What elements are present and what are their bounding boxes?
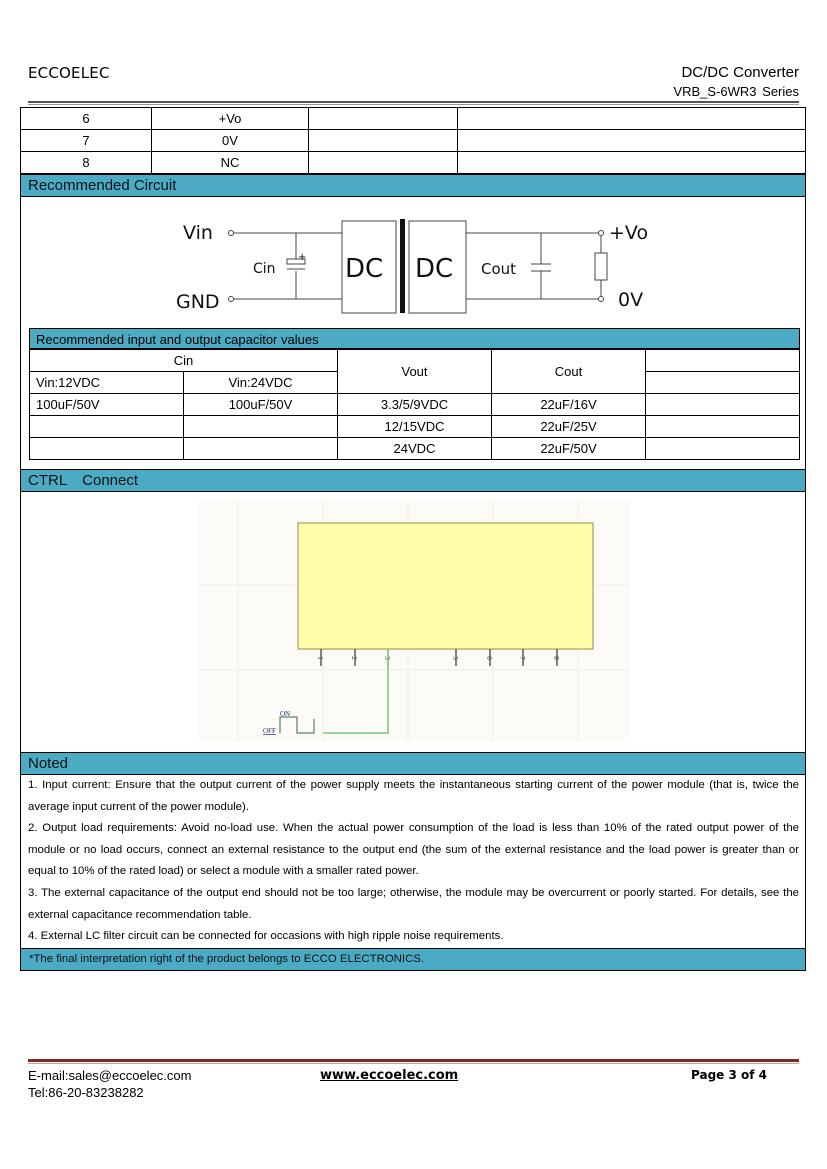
cin-label: Cin — [253, 261, 276, 277]
recommended-circuit-diagram — [170, 205, 660, 323]
vin12-value — [30, 438, 184, 460]
pin-table — [20, 107, 806, 174]
product-series: VRB_S-6WR3 Series — [673, 84, 799, 99]
table-row — [30, 438, 800, 460]
pin-cell — [309, 152, 458, 174]
cout-value: 22uF/50V — [492, 438, 646, 460]
module-pin-label: 2 — [350, 656, 358, 660]
vin24-value: 100uF/50V — [184, 394, 338, 416]
footer-website-link[interactable]: www.eccoelec.com — [320, 1068, 459, 1083]
empty-cell — [646, 394, 800, 416]
capacitor-table-section — [29, 328, 800, 460]
module-pin-label: 7 — [518, 656, 526, 660]
section-noted: Noted — [20, 752, 806, 775]
table-header-row — [30, 350, 800, 372]
cout-value: 22uF/25V — [492, 416, 646, 438]
pin-number: 8 — [21, 152, 152, 174]
note-item: 2. Output load requirements: Avoid no-load use. When the actual power consumption of the load is less than 10% of the rated output power of the module or no load occurs, connect an external resistance to the output end (the sum of the external resistance and the load power is greater than or equal to 10% of the rated load) or select a module with a smaller rated power. — [28, 822, 799, 878]
pin-cell — [309, 108, 458, 130]
section-ctrl-connect: CTRL Connect — [20, 469, 806, 492]
vin24-header: Vin:24VDC — [184, 372, 338, 394]
table-row — [30, 394, 800, 416]
pin-number: 7 — [21, 130, 152, 152]
cin-header: Cin — [30, 350, 338, 372]
vin-label: Vin — [183, 222, 213, 244]
pin-number: 6 — [21, 108, 152, 130]
disclaimer-bar: *The final interpretation right of the product belongs to ECCO ELECTRONICS. — [20, 948, 806, 971]
brand-name: ECCOELEC — [28, 64, 110, 82]
vout-value: 3.3/5/9VDC — [338, 394, 492, 416]
section-recommended-circuit: Recommended Circuit — [20, 174, 806, 197]
gnd-terminal — [229, 297, 234, 302]
note-item: 3. The external capacitance of the output end should not be too large; otherwise, the module may be overcurrent or poorly started. For details, see the external capacitance recommendation table. — [28, 886, 799, 921]
vin12-value: 100uF/50V — [30, 394, 184, 416]
off-label: OFF — [263, 727, 276, 735]
module-pin-label: 3 — [383, 656, 391, 660]
vin24-value — [184, 416, 338, 438]
header-divider — [28, 101, 799, 103]
vin24-value — [184, 438, 338, 460]
module-body — [298, 523, 593, 649]
capacitor-table-title: Recommended input and output capacitor values — [29, 328, 800, 349]
vo-label: +Vo — [609, 222, 649, 244]
footer-phone: Tel:86-20-83238282 — [28, 1085, 144, 1100]
empty-cell — [646, 416, 800, 438]
vout-header: Vout — [338, 350, 492, 394]
module-pin-label: 6 — [485, 656, 493, 660]
cout-label: Cout — [481, 260, 517, 278]
cout-header: Cout — [492, 350, 646, 394]
empty-cell — [646, 372, 800, 394]
table-row — [21, 130, 806, 152]
polarity-mark: + — [298, 252, 307, 263]
empty-cell — [646, 438, 800, 460]
pin-function: 0V — [152, 130, 309, 152]
note-item: 4. External LC filter circuit can be connected for occasions with high ripple noise requirements. — [28, 930, 504, 943]
page-number: Page 3 of 4 — [691, 1068, 767, 1082]
table-row — [21, 108, 806, 130]
ov-label: 0V — [618, 289, 644, 311]
document-title: DC/DC Converter — [681, 64, 799, 81]
vin12-value — [30, 416, 184, 438]
dc-left-label: DC — [345, 254, 384, 284]
isolation-barrier — [400, 219, 405, 313]
table-row — [30, 416, 800, 438]
note-item: 1. Input current: Ensure that the output current of the power supply meets the instantaneous starting current of the power module (that is, twice the average input current of the power module). — [28, 779, 799, 813]
footer-divider-thin — [28, 1063, 799, 1064]
pin-cell — [458, 152, 806, 174]
pin-function: +Vo — [152, 108, 309, 130]
capacitor-table — [29, 349, 800, 460]
notes-list — [28, 775, 799, 948]
footer-divider — [28, 1059, 799, 1062]
dc-right-label: DC — [415, 254, 454, 284]
load-resistor — [595, 253, 607, 280]
pin-cell — [309, 130, 458, 152]
vout-value: 24VDC — [338, 438, 492, 460]
footer-email: E-mail:sales@eccoelec.com — [28, 1068, 192, 1083]
vout-value: 12/15VDC — [338, 416, 492, 438]
vin-terminal — [229, 231, 234, 236]
on-label: ON — [280, 710, 291, 718]
table-row — [21, 152, 806, 174]
vin12-header: Vin:12VDC — [30, 372, 184, 394]
module-pin-label: 1 — [316, 656, 324, 660]
ov-terminal — [599, 297, 604, 302]
module-pin-label: 5 — [451, 656, 459, 660]
gnd-label: GND — [176, 291, 220, 313]
cout-value: 22uF/16V — [492, 394, 646, 416]
pin-cell — [458, 108, 806, 130]
header-divider-thin — [28, 104, 799, 105]
vo-terminal — [599, 231, 604, 236]
ctrl-connect-diagram — [198, 500, 630, 742]
pin-cell — [458, 130, 806, 152]
module-pin-label: 8 — [552, 656, 560, 660]
empty-cell — [646, 350, 800, 372]
pin-function: NC — [152, 152, 309, 174]
